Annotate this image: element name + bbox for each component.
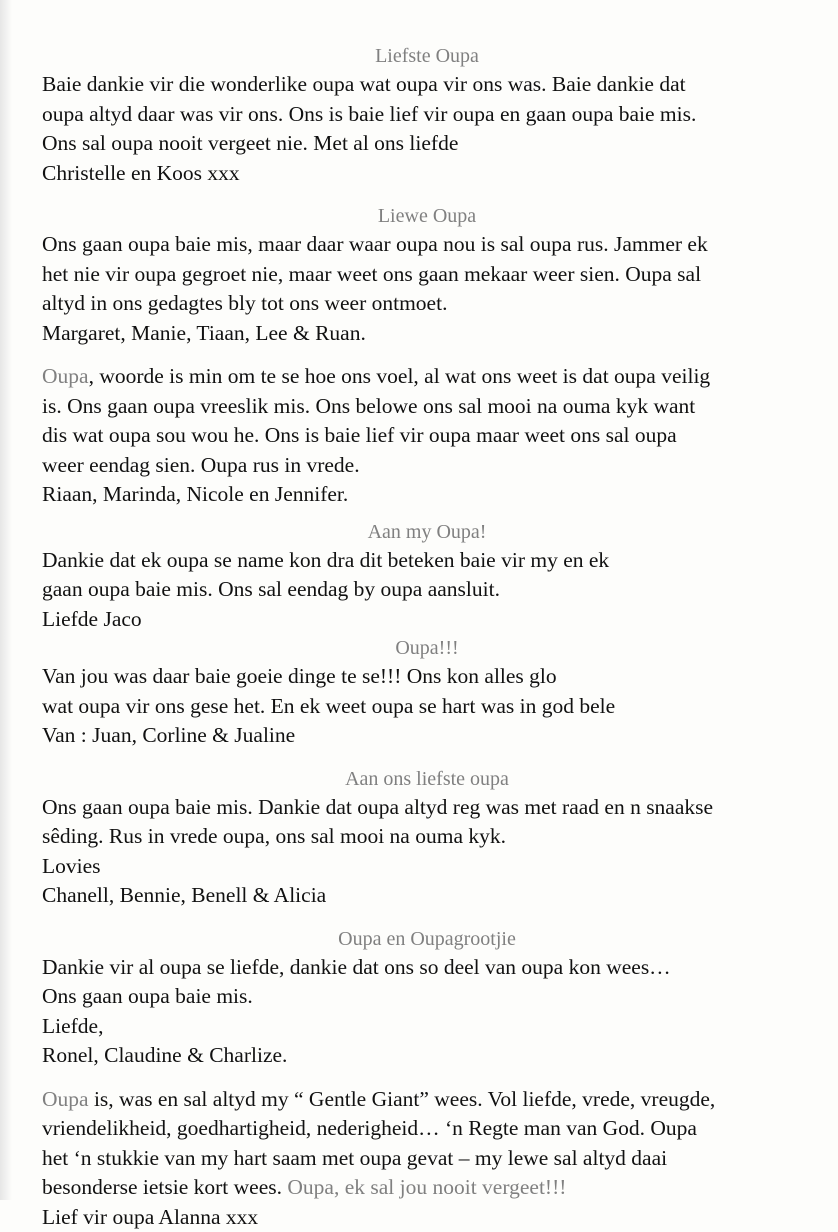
signature-line: Lief vir oupa Alanna xxx (42, 1203, 812, 1232)
text-line (42, 362, 812, 392)
text-line (42, 1085, 812, 1115)
text-line: Dankie vir al oupa se liefde, dankie dat ons so deel van oupa kon wees… (42, 953, 812, 983)
signature-line: Riaan, Marinda, Nicole en Jennifer. (42, 480, 812, 510)
highlighted-phrase: Oupa, ek sal jou nooit vergeet!!! (287, 1175, 566, 1199)
text-line: weer eendag sien. Oupa rus in vrede. (42, 451, 812, 481)
signature-line: Chanell, Bennie, Benell & Alicia (42, 881, 812, 911)
text-line: gaan oupa baie mis. Ons sal eendag by oupa aansluit. (42, 575, 812, 605)
tribute-text (42, 230, 812, 348)
text-line: altyd in ons gedagtes bly tot ons weer ontmoet. (42, 289, 812, 319)
text-line: Baie dankie vir die wonderlike oupa wat oupa vir ons was. Baie dankie dat (42, 70, 812, 100)
text-line: is. Ons gaan oupa vreeslik mis. Ons belowe ons sal mooi na ouma kyk want (42, 392, 812, 422)
section-heading: Aan my Oupa! (42, 518, 812, 546)
text-line: sêding. Rus in vrede oupa, ons sal mooi na ouma kyk. (42, 822, 812, 852)
text-line: Ons gaan oupa baie mis, maar daar waar oupa nou is sal oupa rus. Jammer ek (42, 230, 812, 260)
section-heading: Oupa en Oupagrootjie (42, 925, 812, 953)
text-line: Ons sal oupa nooit vergeet nie. Met al ons liefde (42, 129, 812, 159)
page-edge-shadow (0, 0, 12, 1200)
text-line: oupa altyd daar was vir ons. Ons is baie lief vir oupa en gaan oupa baie mis. (42, 100, 812, 130)
signature-line: Van : Juan, Corline & Jualine (42, 721, 812, 751)
lead-word: Oupa (42, 1087, 89, 1111)
signature-line: Christelle en Koos xxx (42, 159, 812, 189)
tribute-aan-ons-liefste-oupa (42, 765, 812, 911)
text-line: het nie vir oupa gegroet nie, maar weet ons gaan mekaar weer sien. Oupa sal (42, 260, 812, 290)
text-line: het ‘n stukkie van my hart saam met oupa gevat – my lewe sal altyd daai (42, 1144, 812, 1174)
tribute-text (42, 70, 812, 188)
text-fragment: is, was en sal altyd my “ Gentle Giant” wees. Vol liefde, vrede, vreugde, (89, 1087, 716, 1111)
text-line: vriendelikheid, goedhartigheid, nederigheid… ‘n Regte man van God. Oupa (42, 1114, 812, 1144)
section-heading: Aan ons liefste oupa (42, 765, 812, 793)
section-heading: Liewe Oupa (42, 202, 812, 230)
tribute-text (42, 953, 812, 1071)
tribute-text (42, 662, 812, 751)
tribute-oupa-en-oupagrootjie (42, 925, 812, 1071)
tribute-text (42, 546, 812, 635)
tribute-oupa-exclaim (42, 634, 812, 751)
text-line: Lovies (42, 852, 812, 882)
tributes-content (42, 42, 812, 1232)
text-fragment: besonderse ietsie kort wees. (42, 1175, 287, 1199)
text-line: Ons gaan oupa baie mis. Dankie dat oupa altyd reg was met raad en n snaakse (42, 793, 812, 823)
text-line: wat oupa vir ons gese het. En ek weet oupa se hart was in god bele (42, 692, 812, 722)
tribute-text (42, 1085, 812, 1232)
section-heading: Liefste Oupa (42, 42, 812, 70)
text-line: Ons gaan oupa baie mis. (42, 982, 812, 1012)
tribute-text (42, 793, 812, 911)
tribute-text (42, 362, 812, 510)
tribute-gentle-giant (42, 1085, 812, 1232)
signature-line: Margaret, Manie, Tiaan, Lee & Ruan. (42, 319, 812, 349)
text-line: Dankie dat ek oupa se name kon dra dit beteken baie vir my en ek (42, 546, 812, 576)
text-line: Van jou was daar baie goeie dinge te se!!! Ons kon alles glo (42, 662, 812, 692)
signature-line: Ronel, Claudine & Charlize. (42, 1041, 812, 1071)
text-line (42, 1173, 812, 1203)
tribute-oupa-woorde (42, 362, 812, 510)
signature-line: Liefde Jaco (42, 605, 812, 635)
tribute-aan-my-oupa (42, 518, 812, 635)
lead-word: Oupa (42, 364, 89, 388)
text-line: Liefde, (42, 1012, 812, 1042)
section-heading: Oupa!!! (42, 634, 812, 662)
text-line: dis wat oupa sou wou he. Ons is baie lief vir oupa maar weet ons sal oupa (42, 421, 812, 451)
tribute-liefste-oupa (42, 42, 812, 188)
text-fragment: , woorde is min om te se hoe ons voel, al wat ons weet is dat oupa veilig (89, 364, 711, 388)
tribute-liewe-oupa (42, 202, 812, 348)
